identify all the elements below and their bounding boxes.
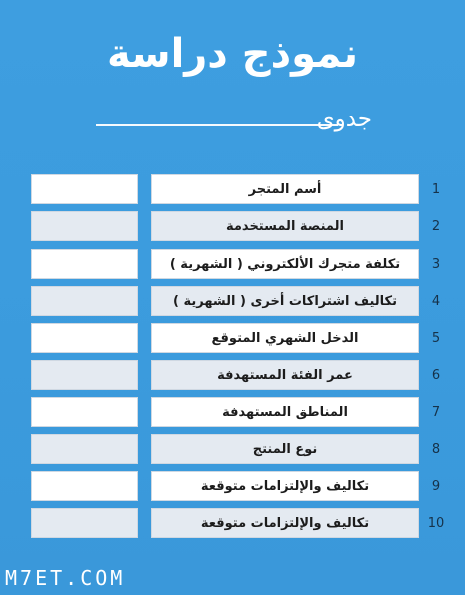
row-label-cell [151, 360, 419, 390]
row-number: 8 [431, 441, 441, 457]
row-label: نوع المنتج [252, 441, 318, 457]
table-row [0, 323, 465, 355]
row-number: 1 [431, 181, 441, 197]
row-number: 2 [431, 218, 441, 234]
row-label: تكاليف اشتراكات أخرى ( الشهرية ) [173, 293, 397, 309]
row-label: أسم المتجر [248, 181, 322, 197]
row-label: تكلفة متجرك الألكتروني ( الشهرية ) [169, 256, 401, 272]
value-field[interactable] [31, 508, 138, 538]
row-label: المنصة المستخدمة [226, 218, 344, 234]
row-label-cell [151, 508, 419, 538]
row-number: 4 [431, 293, 441, 309]
row-label: المناطق المستهدفة [222, 404, 348, 420]
row-label: تكاليف والإلتزامات متوقعة [200, 478, 370, 494]
row-label: تكاليف والإلتزامات متوقعة [200, 515, 370, 531]
value-field[interactable] [31, 323, 138, 353]
row-label: عمر الفئة المستهدفة [217, 367, 353, 383]
row-label-cell [151, 323, 419, 353]
row-label-cell [151, 434, 419, 464]
table-row [0, 174, 465, 206]
value-field[interactable] [31, 397, 138, 427]
table-row [0, 211, 465, 243]
table-row [0, 508, 465, 540]
row-number: 9 [431, 478, 441, 494]
row-label-cell [151, 249, 419, 279]
value-field[interactable] [31, 211, 138, 241]
value-field[interactable] [31, 360, 138, 390]
row-number: 7 [431, 404, 441, 420]
row-label-cell [151, 397, 419, 427]
row-number: 3 [431, 256, 441, 272]
table-row [0, 249, 465, 281]
row-number: 6 [431, 367, 441, 383]
value-field[interactable] [31, 434, 138, 464]
table-row [0, 471, 465, 503]
value-field[interactable] [31, 249, 138, 279]
table-row [0, 286, 465, 318]
row-label-cell [151, 471, 419, 501]
page-title: نموذج دراسة [106, 31, 359, 77]
row-number: 5 [431, 330, 441, 346]
value-field[interactable] [31, 174, 138, 204]
page-subtitle: جدوى [316, 106, 372, 132]
table-row [0, 397, 465, 429]
table-row [0, 360, 465, 392]
row-label-cell [151, 286, 419, 316]
row-label: الدخل الشهري المتوقع [211, 330, 359, 346]
value-field[interactable] [31, 286, 138, 316]
row-number: 10 [427, 515, 445, 531]
value-field[interactable] [31, 471, 138, 501]
row-label-cell [151, 174, 419, 204]
row-label-cell [151, 211, 419, 241]
site-watermark: M7ET.COM [5, 566, 126, 590]
table-row [0, 434, 465, 466]
